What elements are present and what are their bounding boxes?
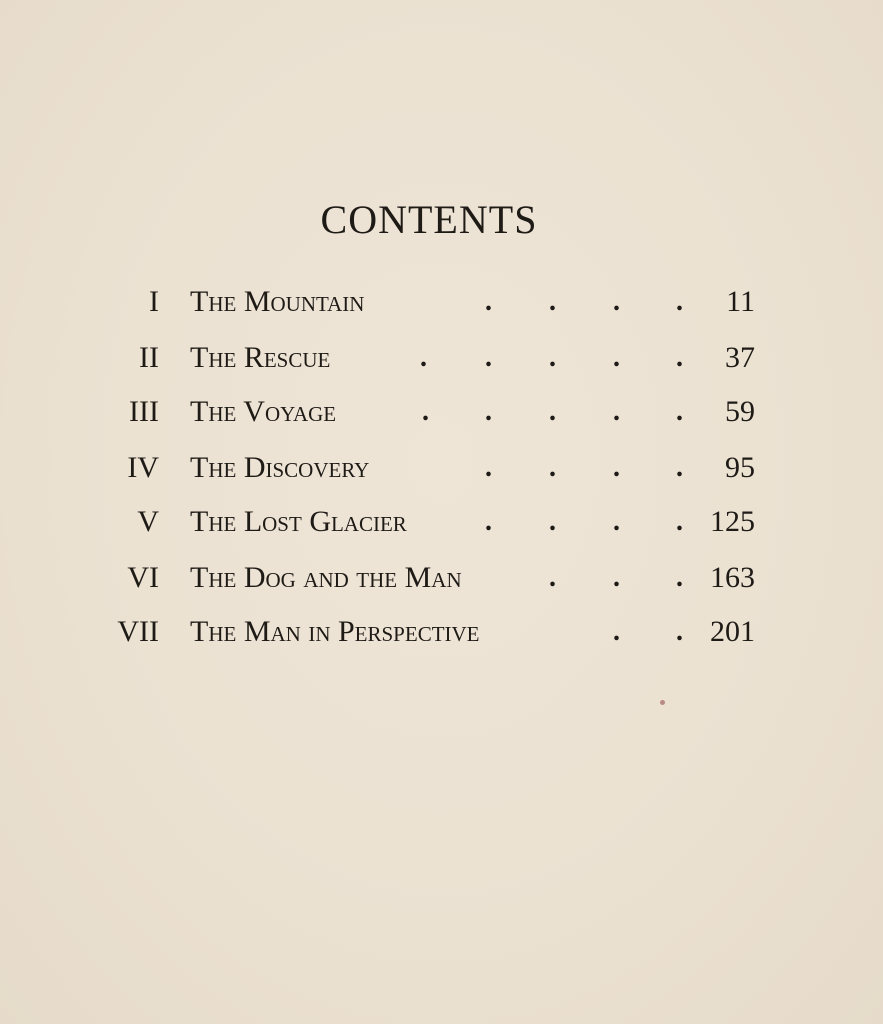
page-number: 95: [725, 451, 755, 484]
chapter-title: The Voyage: [190, 395, 337, 428]
page-number: 125: [710, 505, 755, 538]
chapter-numeral: VII: [117, 615, 159, 648]
page-number: 163: [710, 561, 755, 594]
chapter-numeral: III: [129, 395, 159, 428]
page-number: 59: [725, 395, 755, 428]
chapter-title: The Mountain: [190, 285, 365, 318]
chapter-title: The Dog and the Man: [190, 561, 462, 594]
toc-entry: V The Lost Glacier . . . . 125: [0, 502, 883, 542]
paper-speck: [660, 700, 665, 705]
toc-entry: I The Mountain . . . . 11: [0, 282, 883, 322]
chapter-numeral: V: [137, 505, 159, 538]
toc-entry: III The Voyage . . . . . 59: [0, 392, 883, 432]
chapter-numeral: I: [149, 285, 159, 318]
chapter-title: The Rescue: [190, 341, 331, 374]
page-number: 201: [710, 615, 755, 648]
page-title: CONTENTS: [320, 197, 538, 242]
toc-entry: VI The Dog and the Man . . . 163: [0, 558, 883, 598]
page-number: 11: [726, 285, 755, 318]
chapter-title: The Lost Glacier: [190, 505, 407, 538]
chapter-title: The Discovery: [190, 451, 370, 484]
toc-entry: II The Rescue . . . . . 37: [0, 338, 883, 378]
chapter-numeral: VI: [127, 561, 159, 594]
toc-entry: VII The Man in Perspective . . 201: [0, 612, 883, 652]
page-number: 37: [725, 341, 755, 374]
chapter-numeral: IV: [127, 451, 159, 484]
toc-entry: IV The Discovery . . . . 95: [0, 448, 883, 488]
chapter-numeral: II: [139, 341, 159, 374]
chapter-title: The Man in Perspective: [190, 615, 480, 648]
